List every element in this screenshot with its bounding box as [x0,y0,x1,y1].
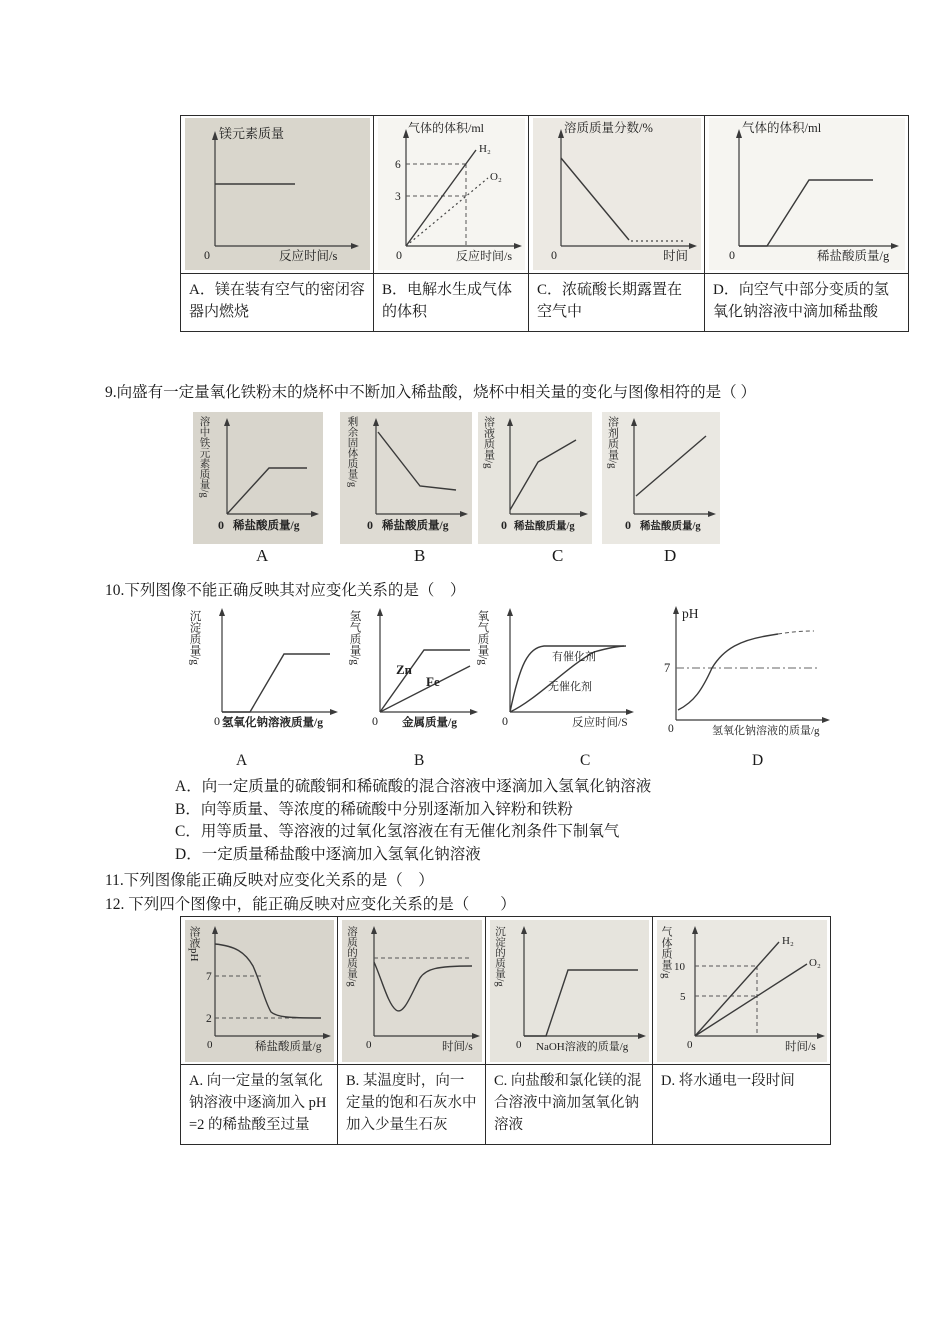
q10-option-d: D．一定质量稀盐酸中逐滴加入氢氧化钠溶液 [175,845,481,863]
x-arrow [323,1033,331,1039]
origin-label: 0 [728,248,735,262]
top-graph-c-plot [533,118,701,270]
q12-graph-a-plot [185,920,334,1062]
top-graph-b-plot [378,118,525,270]
q12-caption-c: C. 向盐酸和氯化镁的混合溶液中滴加氢氧化钠溶液 [486,1065,653,1145]
curve [524,970,638,1036]
o2-label: O₂ [808,957,821,969]
top-graph-c-ylabel: 溶质质量分数/% [563,121,653,135]
catalyst-label: 有催化剂 [552,651,596,663]
top-caption-a: A．镁在装有空气的密闭容器内燃烧 [181,274,374,332]
x-arrow [580,511,588,517]
origin-label: 0 [501,518,507,532]
q12-stem: 12. 下列四个图像中，能正确反映对应变化关系的是（ ） [105,896,516,913]
q12-graph-d [657,920,827,1062]
curve [678,634,778,710]
q9-graph-a-ylabel: 溶中铁元素质量/g [198,416,210,498]
q10-options [175,776,651,866]
curve [561,158,629,240]
top-cell-d [705,116,909,274]
q12-graph-b-xlabel: 时间/s [441,1041,473,1053]
q10-graph-a-xlabel: 氢氧化钠溶液质量/g [222,717,323,729]
top-graph-b [378,118,525,270]
axes [215,930,327,1036]
top-graph-a-plot [185,118,370,270]
axes [634,422,712,514]
q9-graph-d-ylabel: 溶剂质量/g [606,416,619,469]
origin-label: 0 [502,714,508,728]
x-arrow [514,243,522,249]
q9-letter-b: B [414,546,426,565]
top-caption-d: D．向空气中部分变质的氢氧化钠溶液中滴加稀盐酸 [705,274,909,332]
top-options-table [180,115,909,332]
q12-graph-b-ylabel: 溶质的质量/g [346,926,357,987]
q9-graph-c-plot [478,412,592,544]
tick-6: 6 [394,159,401,171]
axes [376,422,464,514]
q9-letter-c: C [552,546,564,565]
x-arrow [472,1033,480,1039]
h2-label: H₂ [478,143,491,155]
q9-letter-a: A [256,546,269,565]
top-cell-c [529,116,705,274]
origin-label: 0 [668,723,674,735]
x-arrow [626,709,634,715]
q12-graph-d-xlabel: 时间/s [784,1041,816,1053]
y-arrow [692,926,698,934]
x-arrow [311,511,319,517]
q9-graph-c-xlabel: 稀盐酸质量/g [514,521,575,532]
q12-graph-d-ylabel: 气体质量/g [660,926,672,979]
q10-stem: 10.下列图像不能正确反映其对应变化关系的是（ ） [105,582,466,599]
q9-graph-b [340,412,472,544]
q12-graph-a-xlabel: 稀盐酸质量/g [254,1041,321,1053]
q10-graph-c [474,602,638,752]
curve [636,436,706,496]
q12-cell-b [338,917,486,1065]
q12-caption-d: D. 将水通电一段时间 [653,1065,831,1145]
origin-label: 0 [395,248,402,262]
q9-graph-a-plot [193,412,323,544]
tick-7: 7 [664,661,671,675]
origin-label: 0 [625,518,631,532]
axes [406,134,518,246]
origin-label: 0 [367,518,373,532]
axes [222,612,334,712]
y-arrow [673,606,679,614]
q12-cell-c [486,917,653,1065]
q12-graph-a [185,920,334,1062]
q10-letter-b: B [414,752,425,769]
tick-2: 2 [205,1013,212,1025]
q12-cell-a [181,917,338,1065]
y-arrow [219,608,225,616]
origin-label: 0 [203,248,210,262]
q12-cell-d [653,917,831,1065]
top-graph-d [709,118,905,270]
q12-caption-b: B. 某温度时，向一定量的饱和石灰水中加入少量生石灰 [338,1065,486,1145]
x-arrow [330,709,338,715]
q10-graph-d-plot [636,598,836,754]
q10-graph-d-ylabel: pH [682,606,699,621]
y-arrow [373,418,379,426]
curve [222,654,330,712]
origin-label: 0 [515,1039,521,1051]
q9-graph-b-xlabel: 稀盐酸质量/g [382,520,449,532]
q12-graph-d-plot [657,920,827,1062]
q10-graph-c-plot [474,602,638,752]
y-arrow [631,418,637,426]
q9-graph-d-plot [602,412,720,544]
q10-option-b: B．向等质量、等浓度的稀硫酸中分别逐渐加入锌粉和铁粉 [175,800,573,818]
q10-graph-b-plot [346,602,482,752]
q10-graph-c-ylabel: 氧气质量/g [476,610,489,665]
o2-label: O₂ [489,171,502,183]
top-graph-c [533,118,701,270]
top-cell-b [374,116,529,274]
x-arrow [891,243,899,249]
x-arrow [689,243,697,249]
axes [561,134,693,246]
q11-stem: 11.下列图像能正确反映对应变化关系的是（ ） [105,872,434,889]
curve-tail [778,631,814,634]
q9-graph-c [478,412,592,544]
y-arrow [521,926,527,934]
top-graph-b-ylabel: 气体的体积/ml [407,121,484,135]
y-arrow [212,131,218,140]
curve [227,468,307,514]
q10-graph-b-xlabel: 金属质量/g [402,717,457,729]
x-arrow [822,717,830,723]
tick-5: 5 [679,991,685,1003]
top-graph-a-ylabel: 镁元素质量 [218,126,284,141]
q10-graph-a [186,602,338,752]
guide-dashes [215,976,321,1018]
q10-graph-a-plot [186,602,338,752]
origin-label: 0 [550,248,557,262]
q9-graph-a-xlabel: 稀盐酸质量/g [233,520,300,532]
q9-graph-d-xlabel: 稀盐酸质量/g [640,521,701,532]
top-graph-a-xlabel: 反应时间/s [278,249,337,263]
q9-graph-c-ylabel: 溶液质量/g [482,416,495,469]
origin-label: 0 [365,1039,371,1051]
x-arrow [351,243,359,249]
no-catalyst-label: 无催化剂 [548,681,592,693]
zn-curve [380,650,470,712]
q10-letter-a: A [236,752,248,769]
top-graph-b-xlabel: 反应时间/s [455,249,512,263]
q10-graph-d-xlabel: 氢氧化钠溶液的质量/g [712,725,820,737]
origin-label: 0 [686,1039,692,1051]
y-arrow [507,418,513,426]
x-arrow [708,511,716,517]
curve [510,440,576,510]
q9-stem: 9.向盛有一定量氧化铁粉末的烧杯中不断加入稀盐酸，烧杯中相关量的变化与图像相符的是（ ） [105,384,757,401]
q12-graph-c-xlabel: NaOH溶液的质量/g [535,1041,628,1053]
q12-graph-c [490,920,649,1062]
q10-graph-c-xlabel: 反应时间/S [572,717,628,729]
axes [695,930,821,1036]
y-arrow [507,608,513,616]
y-arrow [371,926,377,934]
axes [510,422,584,514]
top-graph-a [185,118,370,270]
q12-graph-b [342,920,482,1062]
top-caption-b: B．电解水生成气体的体积 [374,274,529,332]
x-arrow [638,1033,646,1039]
q10-graph-d [636,598,836,754]
origin-label: 0 [214,714,220,728]
top-graph-c-xlabel: 时间 [662,249,688,263]
axes [739,134,895,246]
q12-graph-c-ylabel: 沉淀的质量/g [494,926,505,987]
q10-graph-b [346,602,482,752]
y-arrow [224,418,230,426]
q10-graph-b-ylabel: 氢气质量/g [348,610,361,665]
origin-label: 0 [372,714,378,728]
y-arrow [212,926,218,934]
origin-label: 0 [206,1039,212,1051]
q9-graph-b-plot [340,412,472,544]
q10-letter-d: D [752,752,764,769]
tick-3: 3 [394,191,401,203]
q9-letter-d: D [664,546,677,565]
fe-curve [380,666,470,712]
q9-graph-b-ylabel: 剩余固体质量/g [346,416,358,488]
top-graph-d-plot [709,118,905,270]
x-arrow [817,1033,825,1039]
axes [380,612,474,712]
axes [374,930,476,1036]
q12-graph-a-ylabel: 溶液pH [188,926,200,962]
top-graph-d-ylabel: 气体的体积/ml [741,121,821,135]
o2-curve [695,964,807,1036]
tick-10: 10 [673,961,685,973]
q10-option-a: A．向一定质量的硫酸铜和稀硫酸的混合溶液中逐滴加入氢氧化钠溶液 [175,778,652,795]
o2-curve [406,178,488,246]
axes [524,930,642,1036]
zn-label: Zn [396,662,412,677]
fe-label: Fe [426,674,440,689]
axes [676,610,826,720]
q12-graph-b-plot [342,920,482,1062]
q12-options-table [180,916,831,1145]
q12-graph-c-plot [490,920,649,1062]
q9-graph-a [193,412,323,544]
q12-caption-a: A. 向一定量的氢氧化钠溶液中逐滴加入 pH =2 的稀盐酸至过量 [181,1065,338,1145]
curve [739,180,873,246]
tick-7: 7 [205,971,212,983]
origin-label: 0 [218,518,224,532]
x-arrow [460,511,468,517]
q9-graph-d [602,412,720,544]
top-cell-a [181,116,374,274]
q10-letter-c: C [580,752,591,769]
curve [215,944,321,1018]
curve [378,432,456,490]
axes [215,136,355,246]
h2-label: H₂ [781,935,794,947]
curve [374,962,472,1011]
q10-option-c: C．用等质量、等溶液的过氧化氢溶液在有无催化剂条件下制氧气 [175,823,620,840]
h2-curve [695,942,779,1036]
top-graph-d-xlabel: 稀盐酸质量/g [816,249,889,263]
top-caption-c: C．浓硫酸长期露置在空气中 [529,274,705,332]
y-arrow [377,608,383,616]
q10-graph-a-ylabel: 沉淀质量/g [188,610,201,665]
